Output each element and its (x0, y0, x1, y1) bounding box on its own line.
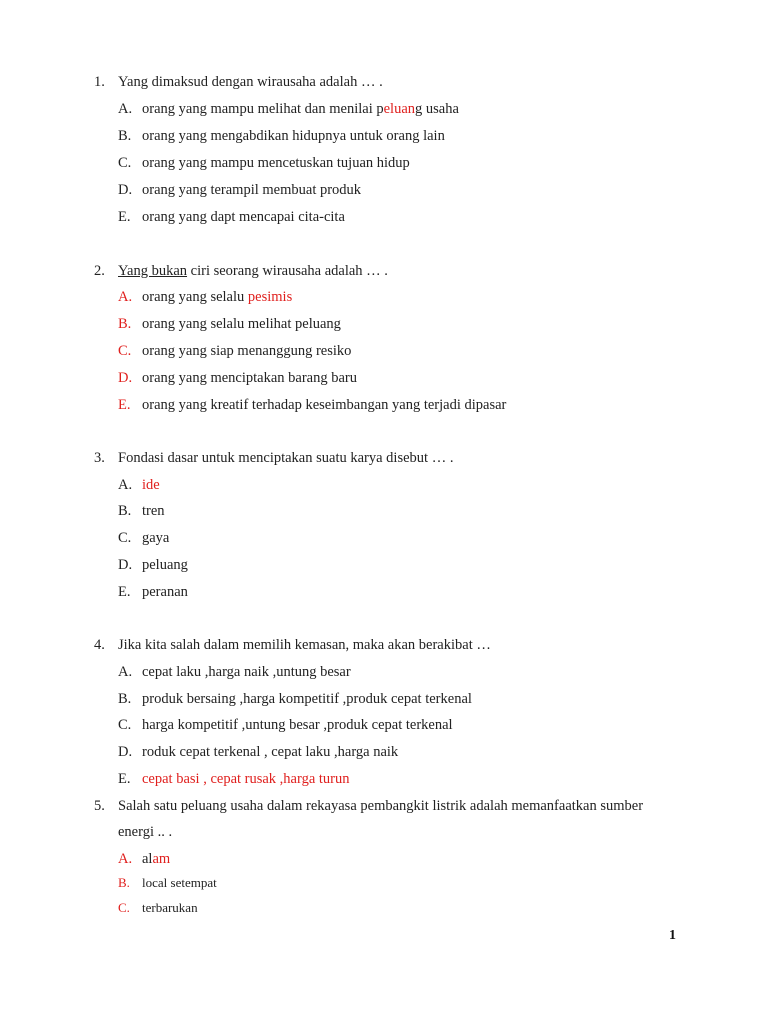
option-letter: B. (118, 875, 130, 890)
option-letter: D. (118, 744, 133, 760)
option-letter: E. (118, 209, 131, 225)
option-letter: A. (118, 101, 133, 117)
highlighted-answer: pesimis (247, 289, 293, 305)
option-text: harga kompetitif ,untung besar ,produk cepat terkenal (142, 717, 453, 733)
underlined-phrase: Yang bukan (118, 263, 188, 279)
option-text: alam (142, 851, 171, 867)
question-number: 1. (94, 74, 105, 90)
question-number: 2. (94, 263, 105, 279)
question-number: 4. (94, 637, 105, 653)
option-letter: C. (118, 717, 132, 733)
option-letter: C. (118, 900, 130, 915)
option-text: tren (142, 503, 165, 519)
highlighted-answer: cepat basi , cepat rusak ,harga turun (142, 771, 350, 787)
option-text: roduk cepat terkenal , cepat laku ,harga naik (142, 744, 399, 760)
option-text: orang yang siap menanggung resiko (142, 343, 352, 359)
option-letter: D. (118, 557, 133, 573)
option-letter: B. (118, 691, 132, 707)
option-text: orang yang selalu pesimis (142, 289, 293, 305)
option-letter: C. (118, 343, 132, 359)
question-text: Yang bukan ciri seorang wirausaha adalah … . (118, 263, 388, 279)
option-letter: A. (118, 477, 133, 493)
option-letter: C. (118, 530, 132, 546)
option-text: peluang (142, 557, 188, 573)
question-number: 5. (94, 798, 105, 814)
question-text: Yang dimaksud dengan wirausaha adalah … . (118, 74, 383, 90)
option-text: cepat laku ,harga naik ,untung besar (142, 664, 351, 680)
option-text: orang yang kreatif terhadap keseimbangan yang terjadi dipasar (142, 397, 507, 413)
option-letter: B. (118, 128, 132, 144)
option-letter: D. (118, 182, 133, 198)
question-text: Salah satu peluang usaha dalam rekayasa pembangkit listrik adalah memanfaatkan sumber (118, 798, 644, 814)
option-letter: B. (118, 316, 132, 332)
option-text: orang yang terampil membuat produk (142, 182, 362, 198)
option-letter: A. (118, 851, 133, 867)
highlighted-answer: eluan (383, 101, 416, 117)
question-text: Jika kita salah dalam memilih kemasan, maka akan berakibat … (118, 637, 491, 653)
option-letter: A. (118, 664, 133, 680)
option-letter: E. (118, 584, 131, 600)
option-text: terbarukan (142, 900, 198, 915)
highlighted-answer: am (152, 851, 171, 867)
option-text: orang yang mengabdikan hidupnya untuk orang lain (142, 128, 445, 144)
option-letter: A. (118, 289, 133, 305)
option-letter: E. (118, 397, 131, 413)
question-number: 3. (94, 450, 105, 466)
highlighted-answer: ide (142, 477, 160, 493)
question-text: Fondasi dasar untuk menciptakan suatu karya disebut … . (118, 450, 454, 466)
option-text: local setempat (142, 875, 217, 890)
option-letter: E. (118, 771, 131, 787)
option-text: orang yang mampu melihat dan menilai peluang usaha (142, 101, 459, 117)
question-text: energi .. . (118, 824, 173, 840)
option-text: orang yang mampu mencetuskan tujuan hidup (142, 155, 410, 171)
option-text: orang yang menciptakan barang baru (142, 370, 357, 386)
option-text: gaya (142, 530, 170, 546)
option-text: orang yang selalu melihat peluang (142, 316, 341, 332)
option-letter: D. (118, 370, 133, 386)
option-text: peranan (142, 584, 188, 600)
option-text: produk bersaing ,harga kompetitif ,produk cepat terkenal (142, 691, 472, 707)
option-letter: C. (118, 155, 132, 171)
option-letter: B. (118, 503, 132, 519)
option-text: orang yang dapt mencapai cita-cita (142, 209, 345, 225)
page-number: 1 (669, 928, 676, 943)
